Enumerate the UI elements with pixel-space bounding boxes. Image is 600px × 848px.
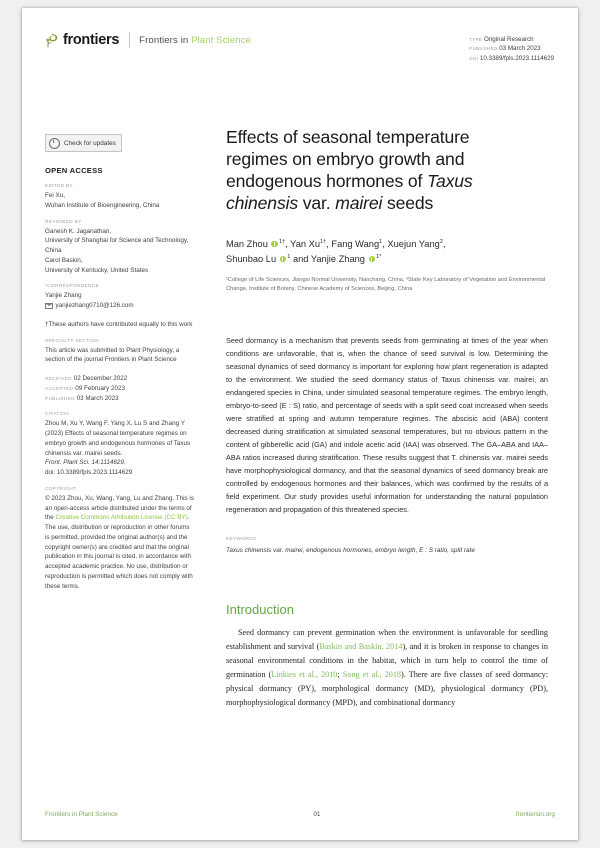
edited-by-label: EDITED BY (45, 184, 74, 189)
check-for-updates-button[interactable] (45, 134, 122, 152)
equal-contribution-note: †These authors have contributed equally to this work (45, 320, 193, 328)
correspondence-label: *CORRESPONDENCE (45, 284, 100, 290)
footer-journal: Frontiers in Plant Science (45, 811, 118, 818)
reviewer-1-affiliation: University of Shanghai for Science and Technology, China (45, 237, 189, 254)
citation-link[interactable]: Linkies et al., 2010 (271, 669, 338, 679)
editor-affiliation: Wuhan Institute of Bioengineering, China (45, 201, 160, 209)
orcid-icon[interactable] (280, 256, 287, 263)
page-footer (45, 811, 555, 818)
published-row: PUBLISHED 03 March 2023 (469, 45, 541, 53)
keywords-label: KEYWORDS (226, 536, 257, 542)
received-row: RECEIVED 02 December 2022 (45, 375, 128, 382)
section-heading-introduction: Introduction (226, 601, 294, 617)
frontiers-logo-icon (45, 33, 58, 48)
header-metadata (469, 35, 554, 63)
reviewed-by-label: REVIEWED BY (45, 219, 82, 225)
license-link[interactable]: Creative Commons Attribution License (CC BY) (55, 514, 188, 522)
reviewer-1-name: Ganesh K. Jaganathan, (45, 227, 112, 235)
citation-doi[interactable]: doi: 10.3389/fpls.2023.1114629 (45, 469, 133, 476)
specialty-section-label: SPECIALTY SECTION (45, 338, 99, 344)
brand-name: frontiers (63, 32, 120, 48)
envelope-icon (45, 303, 53, 310)
correspondence-email[interactable]: yanjiezhang0710@126.com (55, 302, 134, 309)
reviewer-2-affiliation: University of Kentucky, United States (45, 266, 149, 274)
journal-name: Frontiers in Plant Science (139, 34, 252, 46)
citation-link[interactable]: Song et al., 2018 (342, 669, 402, 679)
correspondence-email-row[interactable] (45, 301, 195, 311)
sidebar (45, 134, 195, 591)
frontiers-brand[interactable] (45, 32, 251, 48)
check-updates-label: Check for updates (64, 139, 116, 147)
footer-website[interactable]: frontiersin.org (515, 811, 555, 818)
copyright-label: COPYRIGHT (45, 486, 77, 492)
author-list: Man Zhou $^{1\dagger}$, Yan $Xu^{1\dagger}$, Fang Wang$^1$, Xuejun Yang$^2$, Shunbao Lu $^1$ and Yanjie Zhang $^{1*}$ (226, 238, 446, 264)
open-access-heading: OPEN ACCESS (45, 166, 103, 175)
affiliations: ¹College of Life Sciences, Jiangxi Normal University, Nanchang, China, ²State Key Laboratory of Vegetation and Environmental Change, Institute of Botany, Chinese Academy of Sciences, Beijing, China (226, 276, 546, 292)
citation-journal: Front. Plant Sci. 14:1114629. (45, 459, 126, 467)
orcid-icon[interactable] (271, 241, 278, 248)
orcid-icon[interactable] (369, 256, 376, 263)
published-row-sidebar: PUBLISHED 03 March 2023 (45, 394, 119, 402)
page-header (22, 8, 578, 70)
citation-label: CITATION (45, 412, 70, 418)
doi-row[interactable]: DOI 10.3389/fpls.2023.1114629 (469, 54, 554, 62)
footer-page-number: 01 (313, 811, 321, 818)
crossmark-icon (49, 138, 60, 149)
specialty-section-text: This article was submitted to Plant Physiology, a section of the journal Frontiers in Plant Science (45, 346, 180, 364)
keywords-text: Taxus chinensis var. mairei, endogenous hormones, embryo length, E : S ratio, split rate (226, 546, 475, 554)
copyright-text: © 2023 Zhou, Xu, Wang, Yang, Lu and Zhang. This is an open-access article distributed under the terms of the Creative Commons Attribution License (CC BY). The use, distribution or reproduction in other forums is permitted, provided the original author(s) and the copyright owner(s) are credited and that the original publication in this journal is cited, in accordance with accepted academic practice. No use, distribution or reproduction is permitted which does not comply with these terms. (45, 494, 194, 590)
main-content (226, 126, 548, 710)
editor-name: Fei Xu, (45, 192, 65, 199)
abstract-text: Seed dormancy is a mechanism that prevents seeds from germinating at times of the year when conditions are unfavorable, that is, when the chance of seed survival is low. Determining the seasonal dynamics of seed dormancy is important for exploring how plant regeneration is adapted to the environment. We studied the seed dormancy status of Taxus chinensis var. mairei, an endangered species in China, under simulated seasonal temperature regimes. The embryo length, embryo-to-seed (E : S) ratio, and percentage of seeds with a split seed coat increased when seeds were stratified at spring and autumn temperature regimes. The abscisic acid (ABA) content decreased during stratification at simulated seasonal temperatures, but no obvious pattern in the content of gibberellic acid (GA) and indole acetic acid (IAA) was observed. The GA–ABA and IAA–ABA ratios increased during stratification. These results suggest that T. chinensis var. mairei seeds have morphophysiological dormancy, and that the seasonal dynamics of seed dormancy break are controlled by endogenous hormones and their balances, which was confirmed by the results of a field experiment. Our study provides useful information for understanding the natural population regeneration and propagation of this threatened species. (226, 336, 548, 514)
brand-divider (129, 32, 130, 48)
citation-text: Zhou M, Xu Y, Wang F, Yang X, Lu S and Zhang Y (2023) Effects of seasonal temperature regimes on embryo growth and endogenous hormones of Taxus chinensis var. mairei seeds. (45, 420, 191, 457)
citation-link[interactable]: Baskin and Baskin, 2014 (319, 641, 403, 651)
article-type-row: TYPE Original Research (469, 36, 534, 43)
introduction-paragraph: Seed dormancy can prevent germination when the environment is unfavorable for seedling establishment and survival (Baskin and Baskin, 2014), and it is broken in response to changes in seasonal environmental conditions in the habitat, which in turn help to control the time of germination (Linkies et al., 2010; Song et al., 2018). There are five classes of seed dormancy: physical dormancy (PY), morphological dormancy (MD), physiological dormancy (PD), morphophysiological dormancy (MPD), and combinational dormancy (226, 627, 549, 708)
correspondence-name: Yanjie Zhang (45, 292, 82, 300)
page-title: Effects of seasonal temperature regimes on embryo growth and endogenous hormones of Taxus chinensis var. mairei seeds (226, 127, 473, 214)
accepted-row: ACCEPTED 09 February 2023 (45, 384, 125, 392)
paper-page (22, 8, 578, 840)
reviewer-2-name: Carol Baskin, (45, 256, 83, 264)
